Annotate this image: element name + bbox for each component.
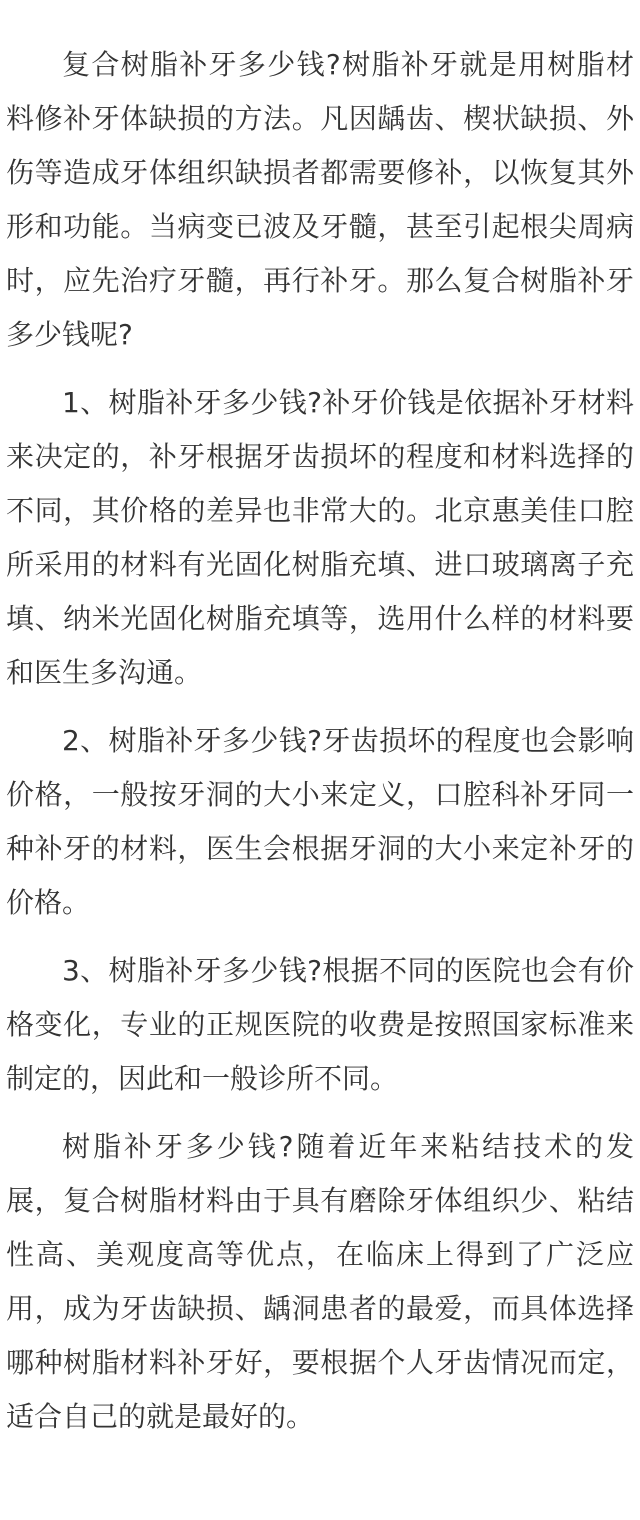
point-2-paragraph: 2、树脂补牙多少钱?牙齿损坏的程度也会影响价格，一般按牙洞的大小来定义，口腔科补牙同一种补牙的材料，医生会根据牙洞的大小来定补牙的价格。 — [6, 724, 634, 919]
intro-paragraph: 复合树脂补牙多少钱?树脂补牙就是用树脂材料修补牙体缺损的方法。凡因龋齿、楔状缺损、外伤等造成牙体组织缺损者都需要修补，以恢复其外形和功能。当病变已波及牙髓，甚至引起根尖周病时，应先治疗牙髓，再行补牙。那么复合树脂补牙多少钱呢? — [6, 48, 634, 351]
conclusion-paragraph: 树脂补牙多少钱?随着近年来粘结技术的发展，复合树脂材料由于具有磨除牙体组织少、粘结性高、美观度高等优点，在临床上得到了广泛应用，成为牙齿缺损、龋洞患者的最爱，而具体选择哪种树脂材料补牙好，要根据个人牙齿情况而定，适合自己的就是最好的。 — [6, 1130, 634, 1433]
point-1-paragraph: 1、树脂补牙多少钱?补牙价钱是依据补牙材料来决定的，补牙根据牙齿损坏的程度和材料选择的不同，其价格的差异也非常大的。北京惠美佳口腔所采用的材料有光固化树脂充填、进口玻璃离子充填、纳米光固化树脂充填等，选用什么样的材料要和医生多沟通。 — [6, 386, 634, 689]
point-3-paragraph: 3、树脂补牙多少钱?根据不同的医院也会有价格变化，专业的正规医院的收费是按照国家标准来制定的，因此和一般诊所不同。 — [6, 954, 634, 1095]
